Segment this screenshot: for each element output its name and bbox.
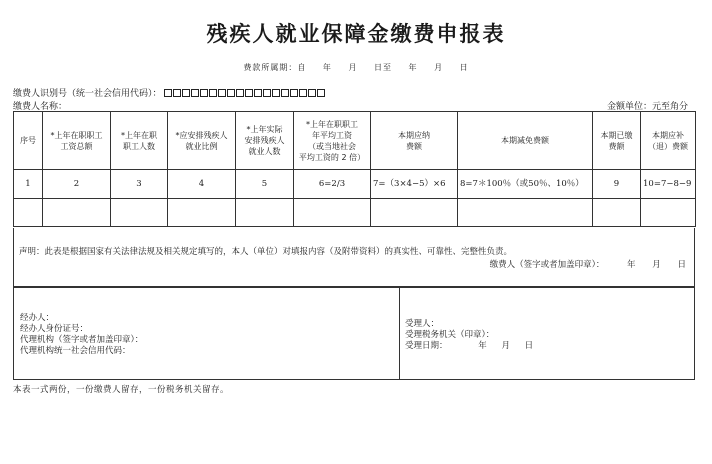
receiver-field[interactable]: 受理人： (405, 319, 440, 329)
amount-unit-label: 金额单位：元至角分 (606, 102, 688, 112)
agency-field[interactable]: 代理机构（签字或者加盖印章）： (20, 335, 144, 345)
column-header-line: 职工人数 (123, 141, 155, 151)
processing-section (13, 287, 695, 380)
period-day-to: 日至 (374, 63, 392, 72)
formula-cell: 6=2/3 (294, 170, 371, 199)
column-header-line: 安排残疾人 (244, 136, 285, 145)
input-cell[interactable] (43, 199, 111, 227)
acceptance-day: 日 (524, 341, 534, 351)
column-header (371, 112, 458, 170)
index-row (14, 170, 696, 199)
column-header-line: 序号 (20, 136, 36, 145)
column-header-line: *上年在职职工 (50, 130, 103, 140)
acceptance-month: 月 (501, 341, 510, 351)
acceptance-year: 年 (478, 341, 487, 351)
payer-id-digit-box[interactable] (209, 89, 217, 97)
payer-id-label: 缴费人识别号（统一社会信用代码）： (13, 89, 162, 99)
acceptance-date-field[interactable] (405, 341, 533, 352)
column-header-line: 费额 (406, 141, 422, 151)
column-header-line: 平均工资的 2 倍） (298, 152, 366, 162)
input-cell[interactable] (458, 199, 593, 227)
formula-cell: 5 (236, 170, 294, 199)
declaration-section (13, 228, 695, 287)
payer-id-digit-box[interactable] (182, 89, 190, 97)
period-month-from: 月 (348, 63, 358, 72)
formula-cell: 7=（3×4−5）×6 (371, 170, 458, 199)
formula-cell: 9 (593, 170, 641, 199)
column-header-line: 本期应纳 (398, 130, 430, 140)
payer-id-digit-box[interactable] (245, 89, 253, 97)
payer-id-digit-box[interactable] (317, 89, 325, 97)
input-cell[interactable] (593, 199, 641, 227)
column-header (168, 112, 236, 170)
payer-id-digit-box[interactable] (173, 89, 181, 97)
column-header-line: *应安排残疾人 (175, 130, 228, 140)
payer-id-digit-box[interactable] (254, 89, 262, 97)
column-header (294, 112, 371, 170)
table-row (14, 199, 696, 227)
formula-cell: 4 (168, 170, 236, 199)
column-header-line: （退）费额 (648, 141, 688, 151)
header-row (14, 112, 696, 170)
payer-id-digit-box[interactable] (272, 89, 280, 97)
acceptance-date-label: 受理日期： (405, 341, 448, 351)
handler-block (20, 313, 143, 357)
column-header-line: 工资总额 (60, 141, 93, 151)
column-header-line: 年平均工资 (312, 130, 352, 140)
payer-id-boxes[interactable] (164, 89, 325, 97)
input-cell[interactable] (111, 199, 168, 227)
payer-id-digit-box[interactable] (290, 89, 298, 97)
payer-id-digit-box[interactable] (164, 89, 172, 97)
period-year-to: 年 (408, 63, 418, 72)
signer-label: 缴费人（签字或者加盖印章）： (489, 260, 605, 270)
input-cell[interactable] (236, 199, 294, 227)
payer-id-digit-box[interactable] (236, 89, 244, 97)
input-cell[interactable] (294, 199, 371, 227)
payer-id-row (13, 86, 325, 99)
column-header-line: 就业比例 (185, 141, 218, 151)
declaration-text: 声明：此表是根据国家有关法律法规及相关规定填写的，本人（单位）对填报内容（及附带资料）的真实性、可靠性、完整性负责。 (19, 247, 513, 257)
fee-period (0, 62, 712, 73)
payer-id-digit-box[interactable] (218, 89, 226, 97)
payer-id-digit-box[interactable] (299, 89, 307, 97)
column-header-line: *上年在职职工 (306, 119, 358, 129)
formula-cell: 3 (111, 170, 168, 199)
payer-id-digit-box[interactable] (227, 89, 235, 97)
input-cell[interactable] (371, 199, 458, 227)
column-header (593, 112, 641, 170)
period-month-to: 月 (434, 63, 444, 72)
fee-declaration-table (13, 111, 696, 227)
column-header (14, 112, 43, 170)
column-header (43, 112, 111, 170)
column-header-line: 费额 (608, 141, 625, 151)
payer-id-digit-box[interactable] (200, 89, 208, 97)
column-header (458, 112, 593, 170)
formula-cell: 10=7−8−9 (641, 170, 696, 199)
column-header-line: 本期应补 (652, 130, 684, 140)
sign-year: 年 (627, 260, 636, 270)
footnote: 本表一式两份，一份缴费人留存，一份税务机关留存。 (13, 385, 230, 395)
column-header-line: *上年在职 (121, 130, 157, 140)
formula-cell: 8=7＊100％（或50％、10％） (458, 170, 593, 199)
column-header-line: （或当地社会 (308, 141, 356, 151)
column-header (111, 112, 168, 170)
sign-day: 日 (677, 260, 686, 270)
payer-id-digit-box[interactable] (308, 89, 316, 97)
column-header-line: 本期已缴 (600, 130, 633, 140)
formula-cell: 1 (14, 170, 43, 199)
column-header-line: 本期减免费额 (501, 136, 549, 145)
tax-office-field[interactable]: 受理税务机关（印章）： (405, 330, 495, 340)
payer-id-digit-box[interactable] (263, 89, 271, 97)
column-header (641, 112, 696, 170)
column-header-line: 就业人数 (248, 147, 281, 156)
formula-cell: 2 (43, 170, 111, 199)
agent-field[interactable]: 经办人： (20, 313, 55, 323)
form-title: 残疾人就业保障金缴费申报表 (206, 21, 506, 46)
input-cell[interactable] (641, 199, 696, 227)
agent-id-field[interactable]: 经办人身份证号： (20, 324, 89, 334)
section-divider (399, 288, 400, 379)
declaration-signature (490, 258, 686, 270)
agency-code-field[interactable]: 代理机构统一社会信用代码： (20, 346, 131, 356)
payer-id-digit-box[interactable] (281, 89, 289, 97)
column-header (236, 112, 294, 170)
period-day-end: 日 (459, 63, 469, 72)
payer-name-label: 缴费人名称： (13, 102, 68, 112)
acceptance-block (405, 319, 533, 352)
period-year-from: 年 (322, 63, 332, 72)
period-label: 费款所属期：自 (243, 63, 307, 72)
column-header-line: *上年实际 (246, 125, 283, 134)
sign-month: 月 (652, 260, 661, 270)
input-cell[interactable] (14, 199, 43, 227)
payer-id-digit-box[interactable] (191, 89, 199, 97)
input-cell[interactable] (168, 199, 236, 227)
